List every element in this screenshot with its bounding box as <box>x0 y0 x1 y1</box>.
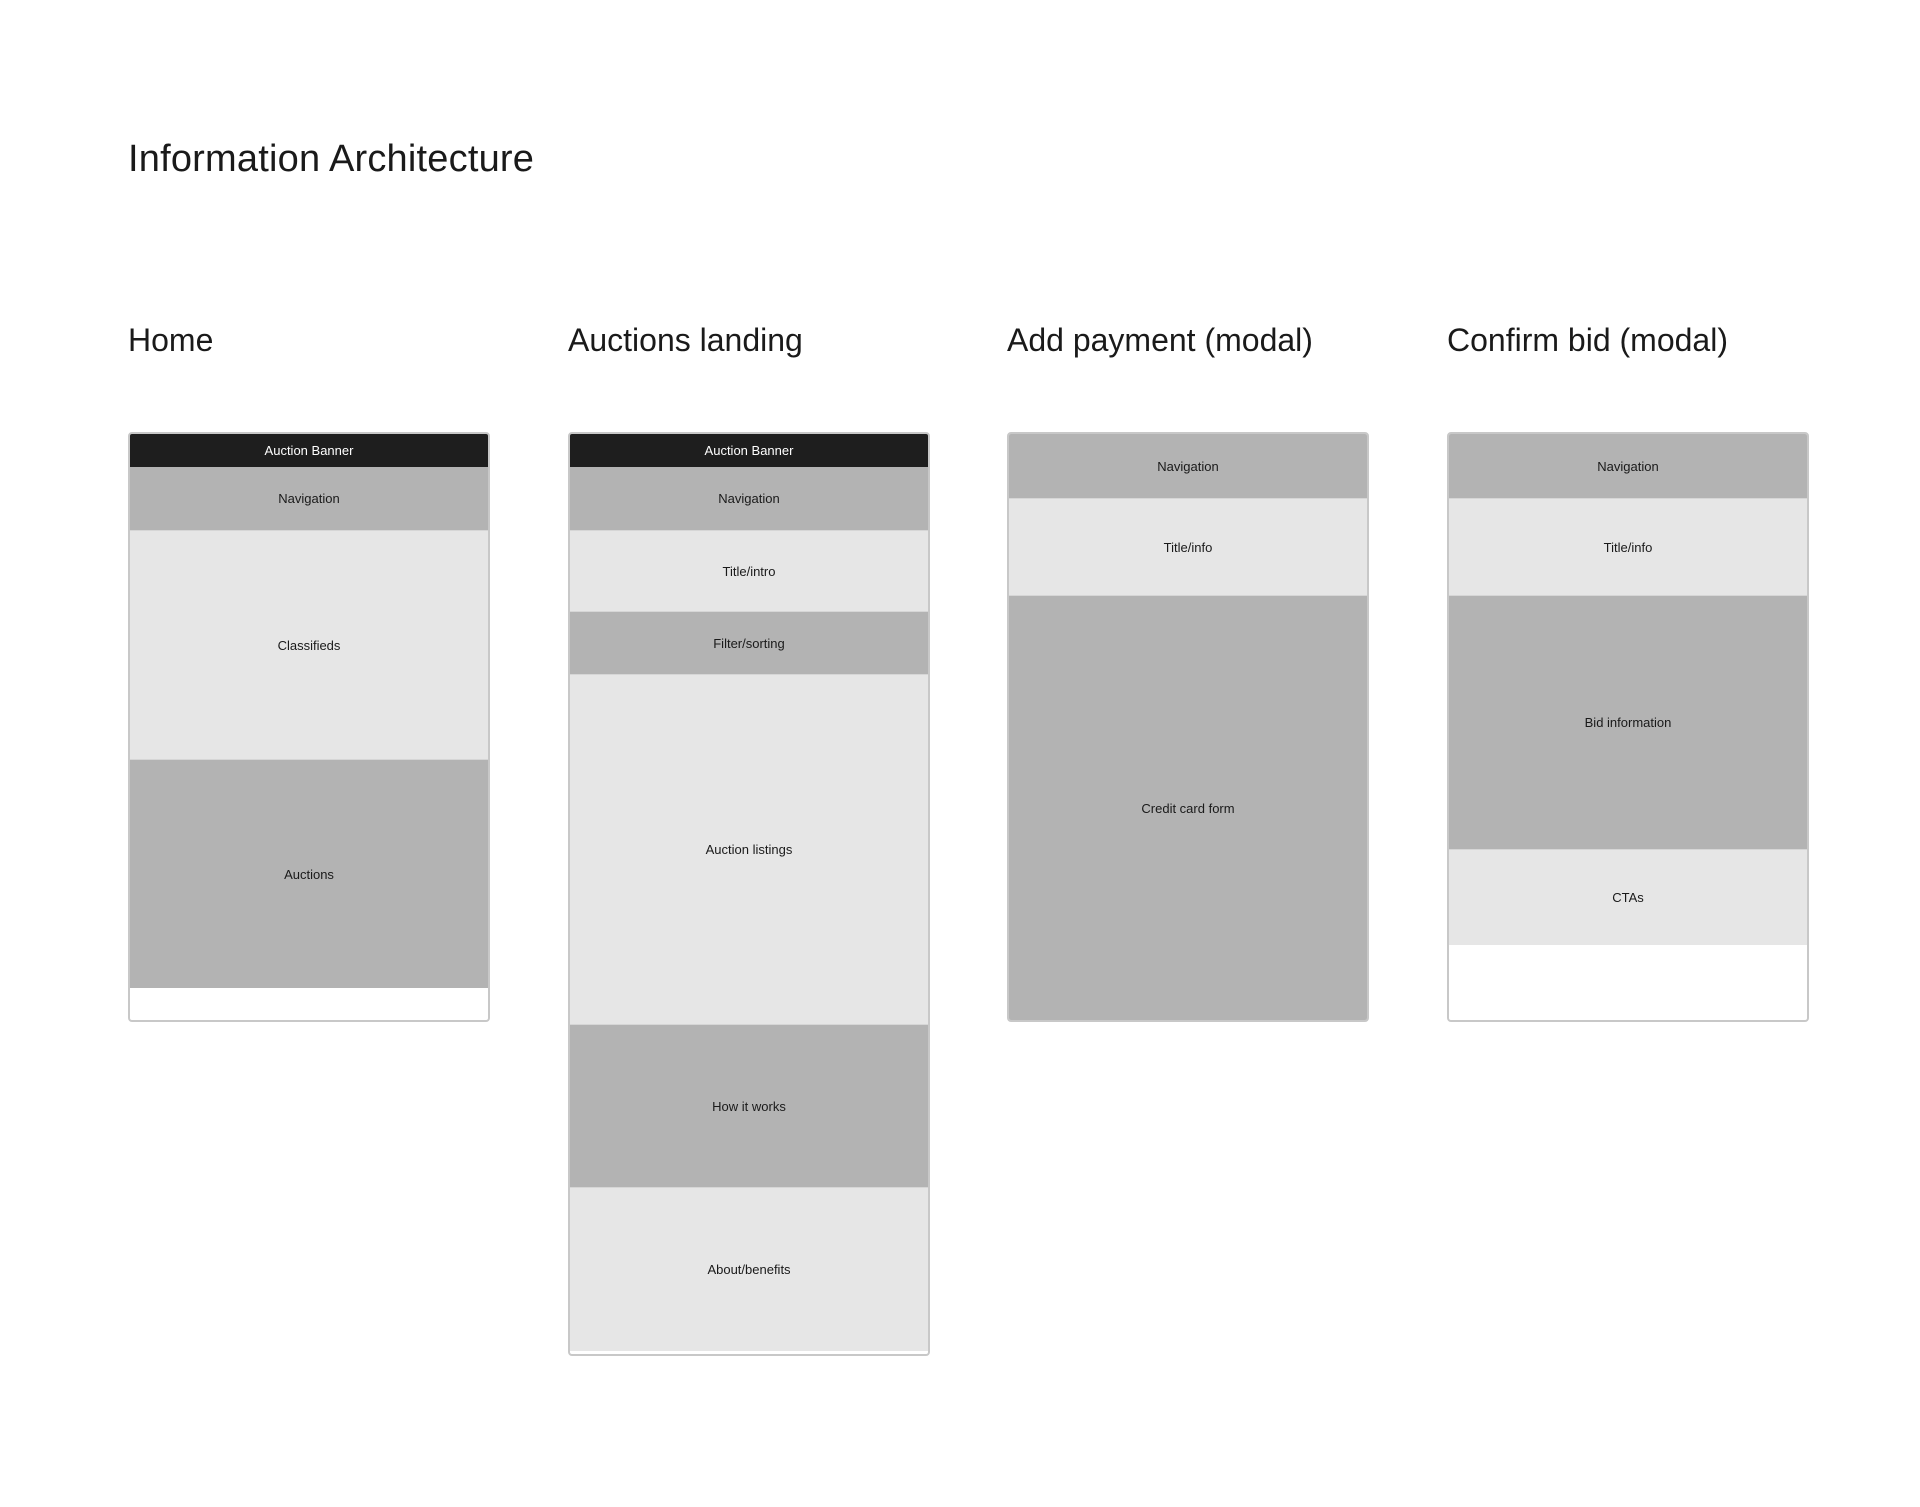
block-about-benefits: About/benefits <box>570 1187 928 1351</box>
column-title-confirm-bid: Confirm bid (modal) <box>1447 322 1728 358</box>
block-classifieds: Classifieds <box>130 530 488 759</box>
block-auctions: Auctions <box>130 759 488 988</box>
column-title-add-payment: Add payment (modal) <box>1007 322 1313 358</box>
block-how-it-works: How it works <box>570 1024 928 1187</box>
block-bid-information: Bid information <box>1449 595 1807 849</box>
block-title-info: Title/info <box>1009 498 1367 595</box>
wireframe-add-payment <box>1007 432 1369 1022</box>
block-credit-card-form: Credit card form <box>1009 595 1367 1020</box>
block-navigation: Navigation <box>130 467 488 530</box>
wireframe-auctions-landing <box>568 432 930 1356</box>
block-title-intro: Title/intro <box>570 530 928 611</box>
column-title-home: Home <box>128 322 214 358</box>
block-navigation: Navigation <box>1449 434 1807 498</box>
block-auction-listings: Auction listings <box>570 674 928 1024</box>
block-auction-banner: Auction Banner <box>570 434 928 467</box>
block-auction-banner: Auction Banner <box>130 434 488 467</box>
block-title-info: Title/info <box>1449 498 1807 595</box>
column-title-auctions-landing: Auctions landing <box>568 322 803 358</box>
block-ctas: CTAs <box>1449 849 1807 945</box>
wireframe-home <box>128 432 490 1022</box>
block-navigation: Navigation <box>570 467 928 530</box>
page-title: Information Architecture <box>128 138 535 180</box>
wireframe-confirm-bid <box>1447 432 1809 1022</box>
block-navigation: Navigation <box>1009 434 1367 498</box>
block-filter-sorting: Filter/sorting <box>570 611 928 674</box>
